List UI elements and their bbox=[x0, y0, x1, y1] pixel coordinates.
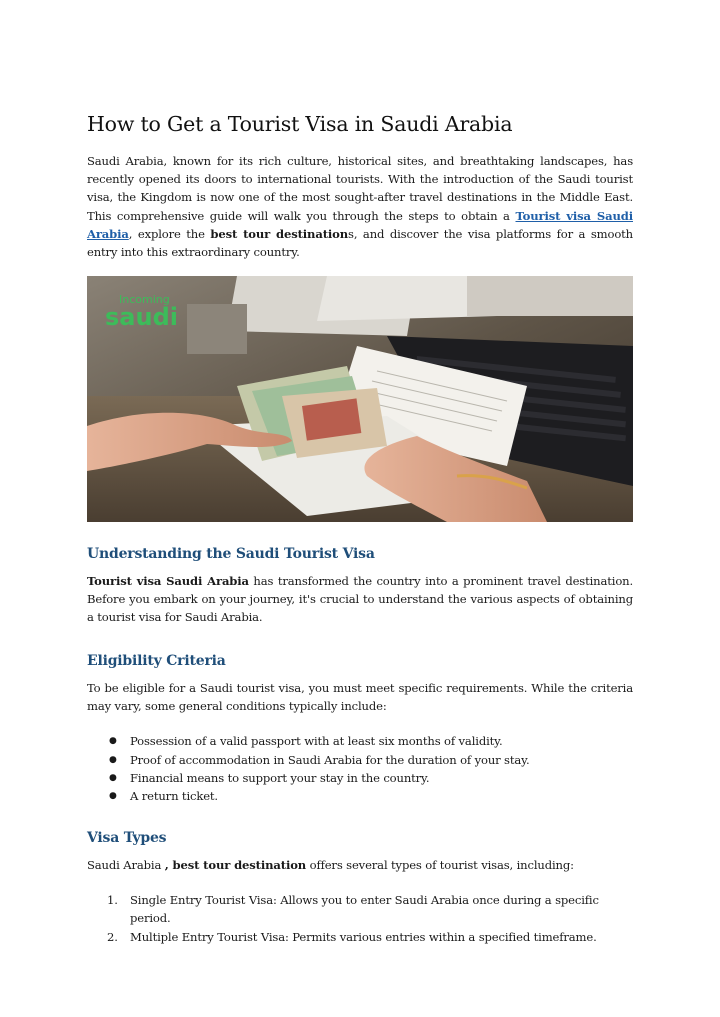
list-item: ● Possession of a valid passport with at least six months of validity. bbox=[87, 732, 633, 750]
visa-types-list bbox=[87, 891, 633, 946]
section-eligibility bbox=[87, 653, 633, 805]
visa-photo bbox=[87, 276, 633, 522]
list-item bbox=[87, 928, 633, 946]
list-item-text: Multiple Entry Tourist Visa: Permits various entries within a specified timeframe. bbox=[130, 929, 597, 944]
list-item: ● A return ticket. bbox=[87, 787, 633, 805]
intro-text-2: , explore the bbox=[128, 226, 211, 241]
visa-types-bold: , best tour destination bbox=[164, 858, 307, 872]
list-number: 2. bbox=[107, 929, 118, 944]
section-heading-understanding: Understanding the Saudi Tourist Visa bbox=[87, 546, 375, 562]
list-item: ● Financial means to support your stay in the country. bbox=[87, 769, 633, 787]
intro-text-3: s, and discover the visa platforms for a smooth entry into this extraordinary country. bbox=[87, 226, 634, 260]
section-visa-types bbox=[87, 830, 633, 946]
intro-block bbox=[87, 112, 633, 261]
understanding-text: has transformed the country into a prominent travel destination. Before you embark on your journey, it's crucial to understand the various aspects of obtaining a tourist visa for Saudi Arabia. bbox=[87, 574, 634, 625]
logo-main-text: saudi bbox=[105, 303, 178, 331]
list-item bbox=[87, 891, 633, 927]
list-number: 1. bbox=[107, 893, 118, 908]
tourist-visa-link[interactable]: Tourist visa Saudi Arabia bbox=[87, 208, 633, 241]
list-item: ● Proof of accommodation in Saudi Arabia for the duration of your stay. bbox=[87, 751, 633, 769]
intro-paragraph bbox=[87, 152, 633, 261]
section-understanding bbox=[87, 546, 633, 627]
understanding-bold: Tourist visa Saudi Arabia bbox=[87, 574, 249, 588]
understanding-paragraph bbox=[87, 572, 633, 627]
eligibility-list bbox=[87, 732, 633, 805]
section-heading-eligibility: Eligibility Criteria bbox=[87, 653, 226, 669]
visa-types-paragraph bbox=[87, 856, 633, 874]
logo-top-text: Incoming bbox=[119, 293, 170, 306]
page-title: How to Get a Tourist Visa in Saudi Arabia bbox=[87, 112, 513, 136]
intro-bold: best tour destination bbox=[210, 226, 349, 241]
intro-text-1: Saudi Arabia, known for its rich culture, historical sites, and breathtaking landscapes, has recently opened its doors to international tourists. With the introduction of the Saudi tourist visa, the Kingdom is now one of the most sought-after travel destinations in the Middle East. This comprehensive guide will walk you through the steps to obtain a bbox=[87, 154, 633, 223]
visa-types-text-2: offers several types of tourist visas, including: bbox=[306, 858, 574, 872]
list-item-text: Single Entry Tourist Visa: Allows you to enter Saudi Arabia once during a specific period. bbox=[130, 893, 599, 926]
section-heading-visa-types: Visa Types bbox=[87, 830, 167, 846]
visa-types-text-1: Saudi Arabia bbox=[87, 858, 165, 872]
eligibility-paragraph: To be eligible for a Saudi tourist visa, you must meet specific requirements. While the criteria may vary, some general conditions typically include: bbox=[87, 681, 633, 714]
